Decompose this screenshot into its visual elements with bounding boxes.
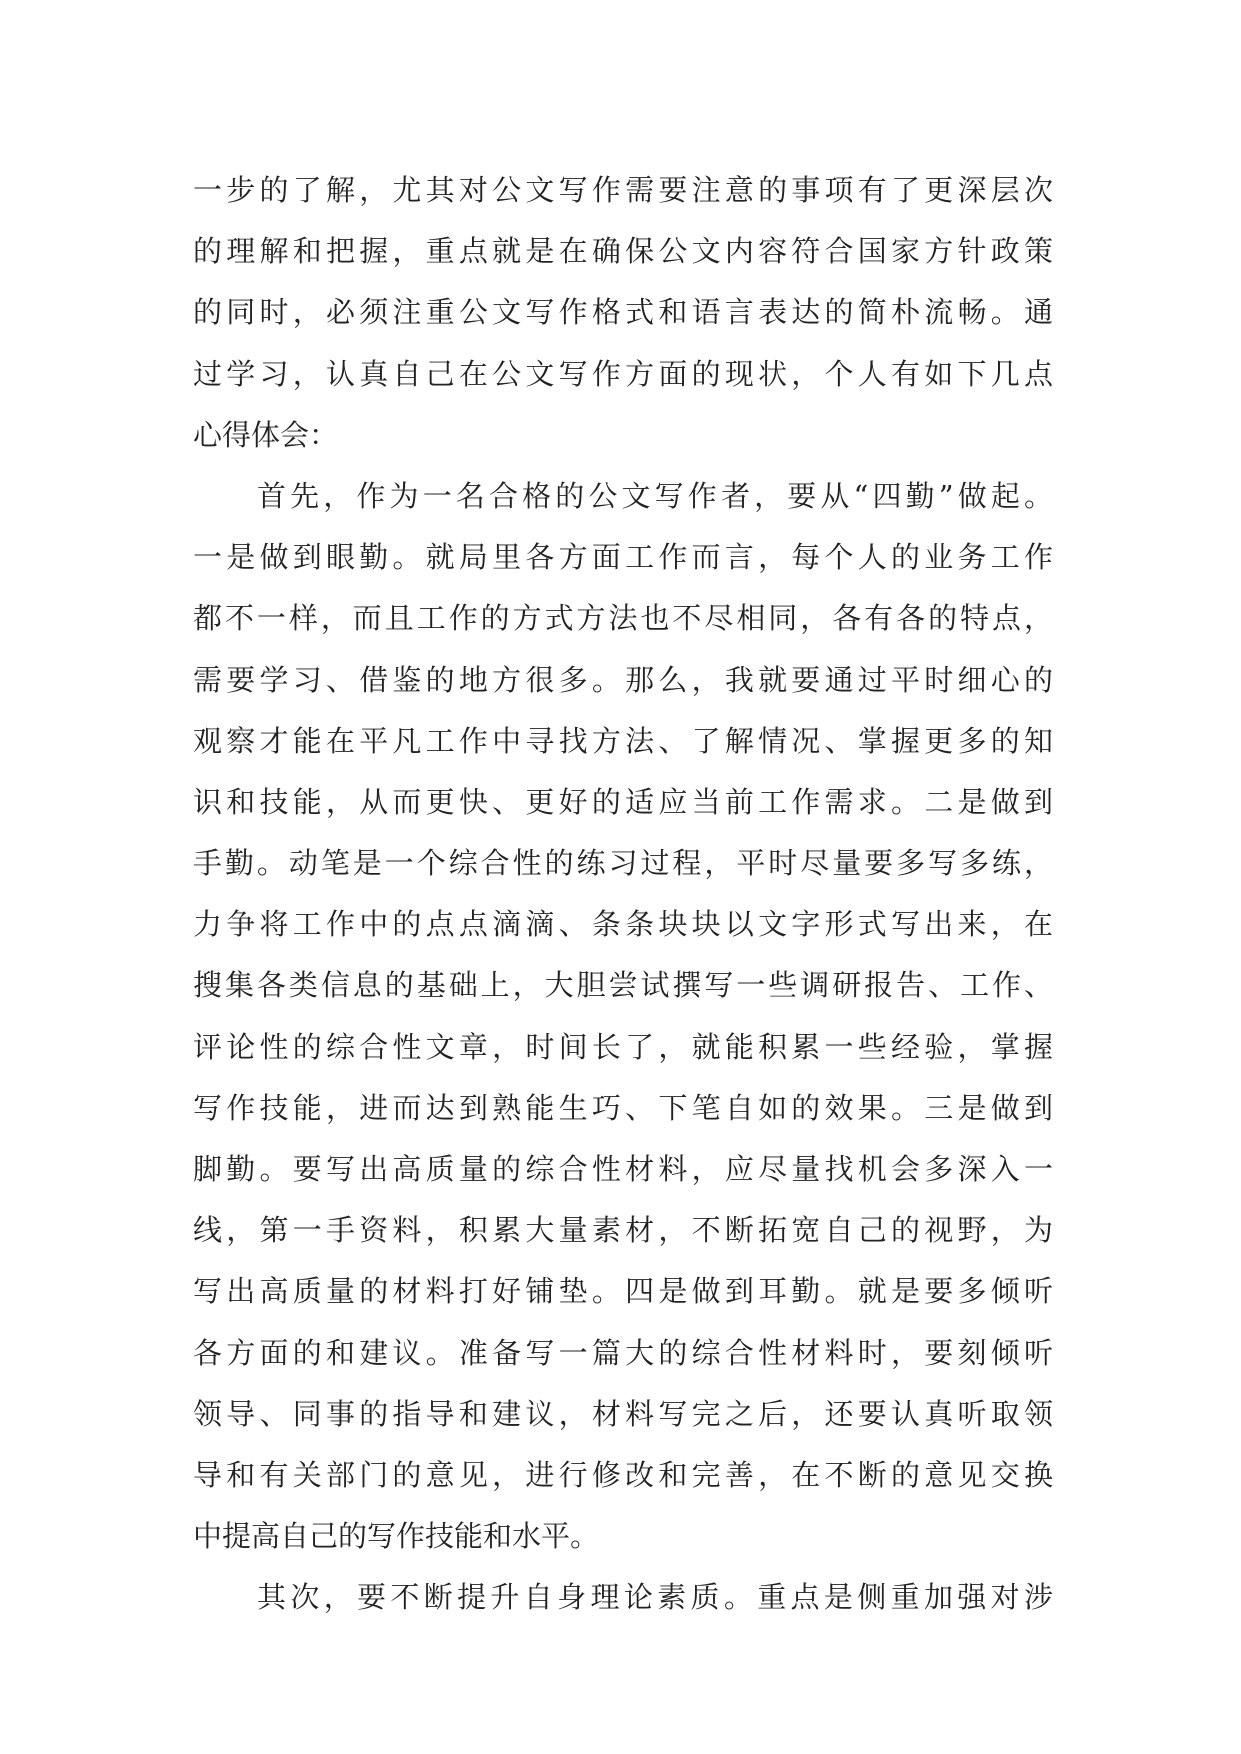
text-line: 心得体会： xyxy=(193,417,339,452)
text-line: 的同时，必须注重公文写作格式和语言表达的简朴流畅。通 xyxy=(193,295,1053,330)
text-line: 过学习，认真自己在公文写作方面的现状，个人有如下几点 xyxy=(193,356,1053,391)
text-line: 写作技能，进而达到熟能生巧、下笔自如的效果。三是做到 xyxy=(193,1090,1053,1125)
text-line: 搜集各类信息的基础上，大胆尝试撰写一些调研报告、工作、 xyxy=(193,968,1053,1003)
paragraph-start-line: 其次，要不断提升自身理论素质。重点是侧重加强对涉 xyxy=(257,1580,1053,1615)
text-line: 线，第一手资料，积累大量素材，不断拓宽自己的视野，为 xyxy=(193,1213,1053,1248)
paragraph-start-line: 首先，作为一名合格的公文写作者，要从“四勤”做起。 xyxy=(257,478,1053,513)
text-line: 都不一样，而且工作的方式方法也不尽相同，各有各的特点， xyxy=(193,601,1053,636)
body-text xyxy=(193,160,1053,1629)
text-line: 一是做到眼勤。就局里各方面工作而言，每个人的业务工作 xyxy=(193,540,1053,575)
text-line: 识和技能，从而更快、更好的适应当前工作需求。二是做到 xyxy=(193,784,1053,819)
text-line: 一步的了解，尤其对公文写作需要注意的事项有了更深层次 xyxy=(193,173,1053,207)
text-line: 观察才能在平凡工作中寻找方法、了解情况、掌握更多的知 xyxy=(193,723,1053,758)
text-line: 写出高质量的材料打好铺垫。四是做到耳勤。就是要多倾听 xyxy=(193,1274,1053,1309)
text-line: 各方面的和建议。准备写一篇大的综合性材料时，要刻倾听 xyxy=(193,1335,1053,1370)
text-line: 领导、同事的指导和建议，材料写完之后，还要认真听取领 xyxy=(193,1396,1053,1431)
text-line: 导和有关部门的意见，进行修改和完善，在不断的意见交换 xyxy=(193,1457,1053,1492)
text-line: 手勤。动笔是一个综合性的练习过程，平时尽量要多写多练， xyxy=(193,846,1053,881)
text-line: 中提高自己的写作技能和水平。 xyxy=(193,1519,600,1554)
text-line: 需要学习、借鉴的地方很多。那么，我就要通过平时细心的 xyxy=(193,662,1053,697)
text-line: 评论性的综合性文章，时间长了，就能积累一些经验，掌握 xyxy=(193,1029,1053,1064)
text-line: 的理解和把握，重点就是在确保公文内容符合国家方针政策 xyxy=(193,234,1053,269)
text-line: 力争将工作中的点点滴滴、条条块块以文字形式写出来，在 xyxy=(193,907,1053,942)
text-line: 脚勤。要写出高质量的综合性材料，应尽量找机会多深入一 xyxy=(193,1152,1053,1186)
